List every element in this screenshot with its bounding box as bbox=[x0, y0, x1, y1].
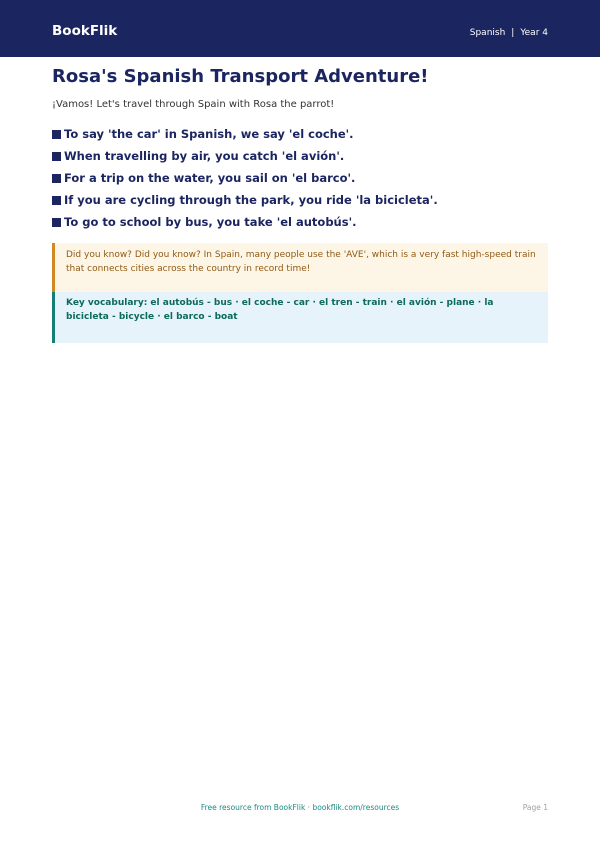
square-bullet-icon bbox=[52, 152, 61, 161]
page-number: Page 1 bbox=[522, 803, 548, 812]
list-item bbox=[52, 145, 438, 167]
list-item bbox=[52, 211, 438, 233]
did-you-know-callout bbox=[52, 243, 548, 292]
footer-credit[interactable]: Free resource from BookFlik · bookflik.com/resources bbox=[200, 803, 400, 812]
fact-text: When travelling by air, you catch 'el avión'. bbox=[64, 149, 345, 163]
square-bullet-icon bbox=[52, 218, 61, 227]
list-item bbox=[52, 189, 438, 211]
did-you-know-text: Did you know? Did you know? In Spain, many people use the 'AVE', which is a very fast high-speed train that connects cities across the country in record time! bbox=[66, 250, 536, 274]
fact-list bbox=[52, 123, 438, 233]
list-item bbox=[52, 123, 438, 145]
header-meta bbox=[470, 28, 548, 38]
site-header bbox=[0, 0, 600, 57]
fact-text: To say 'the car' in Spanish, we say 'el coche'. bbox=[64, 127, 354, 141]
fact-text: For a trip on the water, you sail on 'el barco'. bbox=[64, 171, 356, 185]
brand-logo[interactable]: BookFlik bbox=[52, 23, 118, 39]
year-label: Year 4 bbox=[520, 28, 548, 38]
fact-text: To go to school by bus, you take 'el autobús'. bbox=[64, 215, 357, 229]
square-bullet-icon bbox=[52, 174, 61, 183]
vocabulary-callout bbox=[52, 292, 548, 343]
fact-text: If you are cycling through the park, you ride 'la bicicleta'. bbox=[64, 193, 438, 207]
square-bullet-icon bbox=[52, 130, 61, 139]
list-item bbox=[52, 167, 438, 189]
intro-text: ¡Vamos! Let's travel through Spain with Rosa the parrot! bbox=[52, 99, 335, 110]
square-bullet-icon bbox=[52, 196, 61, 205]
subject-label: Spanish bbox=[469, 28, 506, 38]
meta-divider: | bbox=[511, 28, 515, 38]
vocabulary-text: Key vocabulary: el autobús - bus · el coche - car · el tren - train · el avión - plane · la bicicleta - bicycle · el barco - boat bbox=[66, 298, 494, 322]
page-title: Rosa's Spanish Transport Adventure! bbox=[52, 66, 429, 87]
